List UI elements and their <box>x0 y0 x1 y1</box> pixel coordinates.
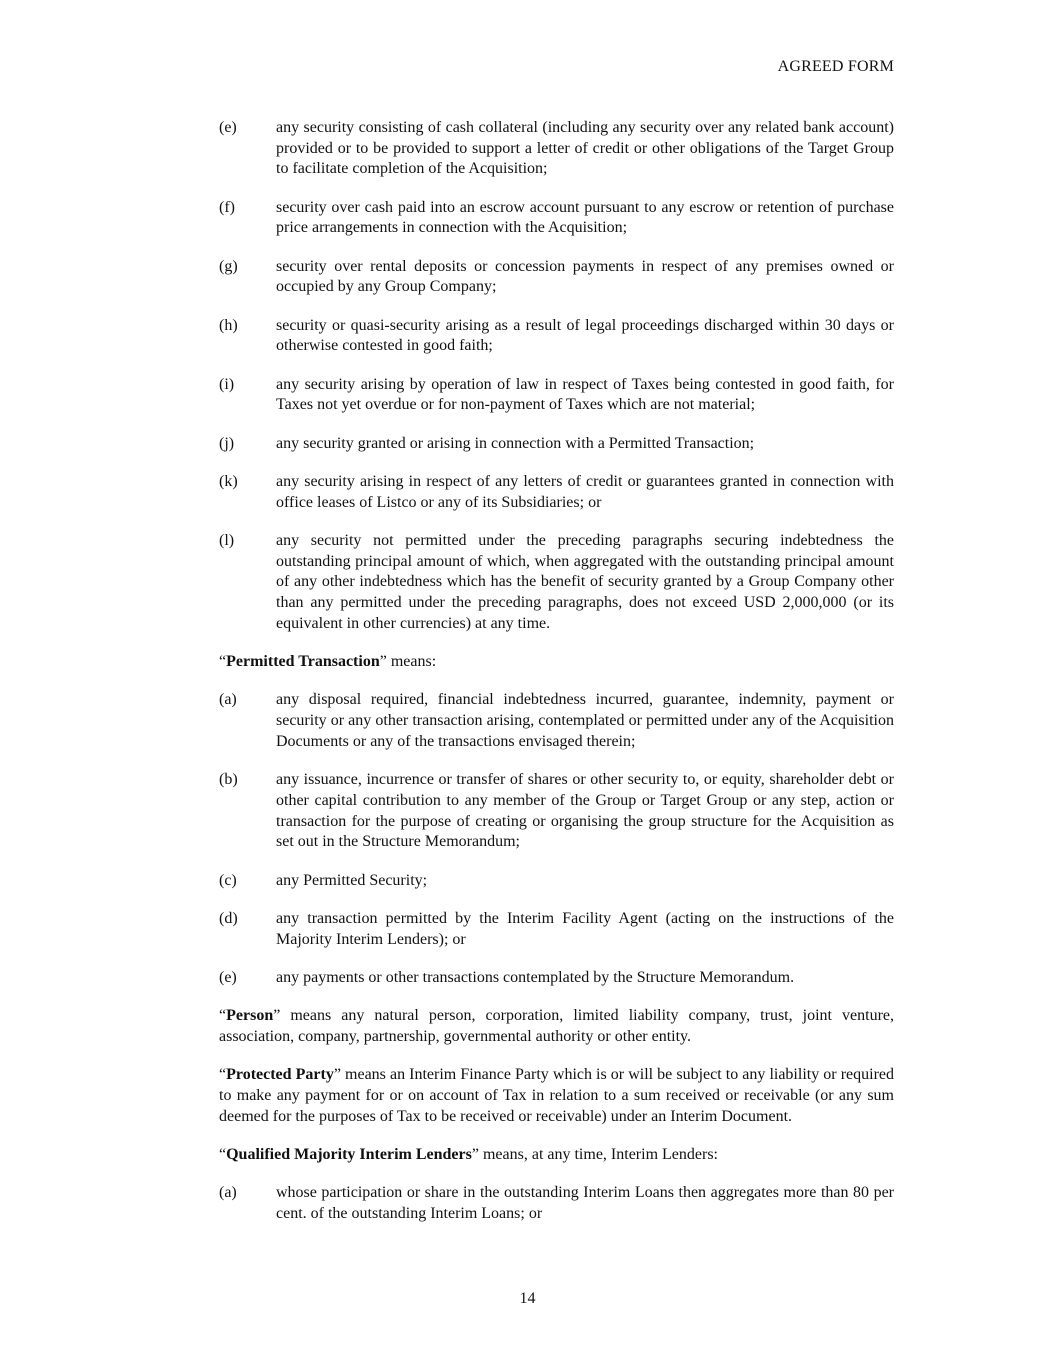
list-item-label: (c) <box>219 871 237 889</box>
list-item-label: (a) <box>219 1184 237 1202</box>
list-item-label: (j) <box>219 434 235 452</box>
definition-text: ” means, at any time, Interim Lenders: <box>471 1145 718 1163</box>
list-item-text: security over cash paid into an escrow account pursuant to any escrow or retention of purchase price arrangements in connection with the Acquisition; <box>276 198 894 237</box>
list-item <box>219 531 894 635</box>
list-item <box>219 434 894 455</box>
list-item <box>219 118 894 180</box>
list-item-text: security or quasi-security arising as a result of legal proceedings discharged within 30 days or otherwise contested in good faith; <box>276 316 894 355</box>
list-item-text: any security consisting of cash collateral (including any security over any related bank account) provided or to be provided to support a letter of credit or other obligations of the Target Group to facilitate completion of the Acquisition; <box>276 119 894 178</box>
list-item <box>219 375 894 416</box>
list-item <box>219 968 894 989</box>
definition-permitted-transaction <box>219 652 894 673</box>
definition-protected-party <box>219 1065 894 1127</box>
permitted-security-list <box>219 118 894 635</box>
definition-text: ” means an Interim Finance Party which is or will be subject to any liability or required to make any payment for or on account of Tax in relation to a sum received or receivable (or any sum deemed for the purposes of Tax to be received or receivable) under an Interim Document. <box>219 1066 894 1125</box>
list-item-label: (k) <box>219 473 238 490</box>
open-quote: “ <box>219 1066 227 1084</box>
open-quote: “ <box>219 653 227 671</box>
definition-text: ” means: <box>379 653 437 671</box>
qualified-majority-list <box>219 1183 894 1224</box>
list-item-label: (e) <box>219 968 237 986</box>
list-item-label: (a) <box>219 691 237 709</box>
list-item-text: any security not permitted under the preceding paragraphs securing indebtedness the outstanding principal amount of which, when aggregated with the outstanding principal amount of any other indebtedness which has the benefit of security granted by a Group Company other than any permitted under the preceding paragraphs, does not exceed USD 2,000,000 (or its equivalent in other currencies) at any time. <box>276 532 894 632</box>
list-item-label: (e) <box>219 119 237 136</box>
list-item-text: any security granted or arising in connection with a Permitted Transaction; <box>276 434 755 452</box>
list-item-text: any security arising in respect of any letters of credit or guarantees granted in connection with office leases of Listco or any of its Subsidiaries; or <box>276 473 894 511</box>
defined-term: Protected Party <box>226 1066 334 1084</box>
list-item-label: (d) <box>219 909 238 927</box>
definition-person <box>219 1006 894 1047</box>
list-item-label: (g) <box>219 257 238 275</box>
list-item-text: whose participation or share in the outstanding Interim Loans then aggregates more than 80 per cent. of the outstanding Interim Loans; or <box>276 1184 894 1222</box>
list-item <box>219 1183 894 1224</box>
defined-term: Permitted Transaction <box>226 653 380 671</box>
defined-term: Person <box>226 1007 274 1025</box>
list-item <box>219 690 894 752</box>
open-quote: “ <box>219 1145 227 1163</box>
page-header: AGREED FORM <box>777 58 894 75</box>
list-item-text: any payments or other transactions contemplated by the Structure Memorandum. <box>276 968 795 986</box>
list-item-label: (h) <box>219 316 238 334</box>
definition-text: ” means any natural person, corporation, limited liability company, trust, joint venture, association, company, partnership, governmental authority or other entity. <box>219 1007 894 1045</box>
list-item <box>219 257 894 298</box>
open-quote: “ <box>219 1007 227 1025</box>
list-item-text: security over rental deposits or concession payments in respect of any premises owned or occupied by any Group Company; <box>276 257 894 296</box>
list-item <box>219 472 894 513</box>
list-item-text: any transaction permitted by the Interim Facility Agent (acting on the instructions of the Majority Interim Lenders); or <box>276 909 894 948</box>
list-item-text: any disposal required, financial indebtedness incurred, guarantee, indemnity, payment or security or any other transaction arising, contemplated or permitted under any of the Acquisition Documents or any of the transactions envisaged therein; <box>276 691 894 750</box>
list-item-label: (i) <box>219 375 235 393</box>
definition-qualified-majority-interim-lenders <box>219 1145 894 1166</box>
list-item-text: any security arising by operation of law in respect of Taxes being contested in good faith, for Taxes not yet overdue or for non-payment of Taxes which are not material; <box>276 375 894 414</box>
list-item <box>219 316 894 357</box>
list-item-text: any Permitted Security; <box>276 871 428 889</box>
document-body <box>219 118 894 1242</box>
list-item <box>219 871 894 892</box>
defined-term: Qualified Majority Interim Lenders <box>226 1145 472 1163</box>
list-item-label: (f) <box>219 198 235 216</box>
list-item-label: (b) <box>219 771 238 789</box>
list-item <box>219 909 894 950</box>
page-number: 14 <box>519 1290 536 1307</box>
permitted-transaction-list <box>219 690 894 988</box>
list-item-text: any issuance, incurrence or transfer of shares or other security to, or equity, shareholder debt or other capital contribution to any member of the Group or Target Group or any step, action or transaction for the purpose of creating or organising the group structure for the Acquisition as set out in the Structure Memorandum; <box>276 771 894 851</box>
list-item <box>219 770 894 853</box>
list-item <box>219 198 894 239</box>
list-item-label: (l) <box>219 532 235 549</box>
